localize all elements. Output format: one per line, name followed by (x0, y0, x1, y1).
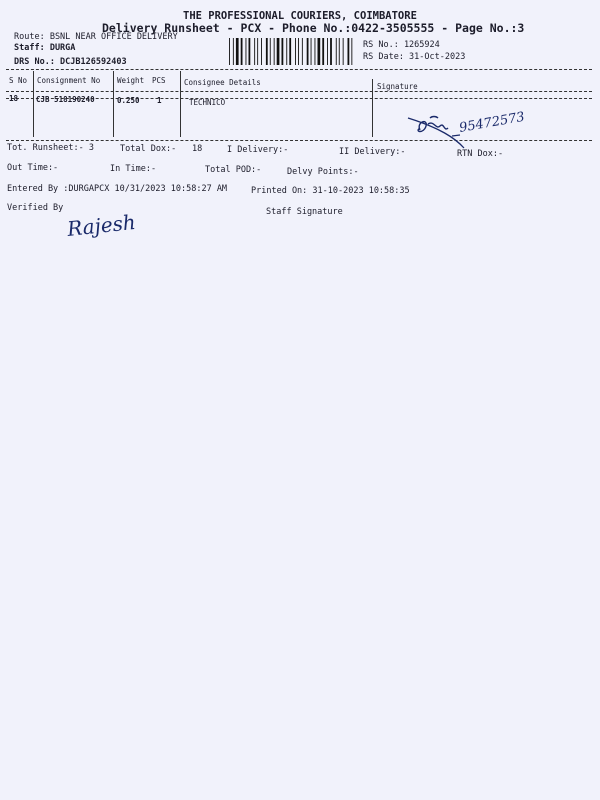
row-consignee: TECHNICO (189, 98, 226, 107)
drs-number: DRS No.: DCJB126592403 (14, 57, 127, 67)
table-header-rule (6, 91, 592, 92)
runsheet-title: Delivery Runsheet - PCX - Phone No.:0422-3505555 - Page No.:3 (102, 21, 525, 35)
row-consignment: CJB 518190240 (36, 95, 95, 104)
total-dox-label: Total Dox:- (120, 144, 177, 154)
header-weight: Weight (117, 76, 145, 85)
company-name: THE PROFESSIONAL COURIERS, COIMBATORE (183, 10, 417, 22)
verified-by-label: Verified By (7, 203, 64, 213)
ii-delivery: II Delivery:- (339, 147, 406, 157)
header-sno: S No (9, 76, 28, 85)
route-label: Route: BSNL NEAR OFFICE DELIVERY (14, 32, 178, 42)
header-pcs: PCS (152, 76, 166, 85)
out-time: Out Time:- (7, 163, 59, 173)
row-pcs: 1 (157, 96, 162, 105)
row-sno: 18 (9, 94, 19, 103)
tot-runsheet: Tot. Runsheet:- 3 (7, 143, 94, 153)
header-signature: Signature (377, 82, 418, 91)
rtn-dox: RTN Dox:- (457, 149, 504, 159)
delvy-points: Delvy Points:- (287, 167, 359, 177)
barcode (229, 38, 357, 65)
printed-on: Printed On: 31-10-2023 10:58:35 (251, 186, 410, 196)
signature-note: 95472573 (458, 109, 526, 136)
total-pod: Total POD:- (205, 165, 262, 175)
row-weight: 0.250 (117, 96, 140, 105)
col-divider (180, 71, 181, 137)
verified-signature-text: Rajesh (66, 209, 137, 241)
recipient-signature (400, 108, 570, 154)
total-dox-value: 18 (192, 144, 203, 154)
col-divider (33, 71, 34, 137)
verifier-signature (64, 208, 144, 248)
i-delivery: I Delivery:- (227, 145, 289, 155)
staff-label: Staff: DURGA (14, 43, 76, 53)
staff-signature-label: Staff Signature (266, 207, 343, 217)
header-consignee: Consignee Details (184, 78, 261, 87)
rs-date: RS Date: 31-Oct-2023 (363, 52, 466, 62)
table-top-rule (6, 69, 592, 70)
rs-number: RS No.: 1265924 (363, 40, 440, 50)
entered-by: Entered By :DURGAPCX 10/31/2023 10:58:27 AM (7, 184, 228, 194)
col-divider (372, 79, 373, 137)
header-consignment: Consignment No (37, 76, 101, 85)
in-time: In Time:- (110, 164, 157, 174)
col-divider (113, 71, 114, 137)
